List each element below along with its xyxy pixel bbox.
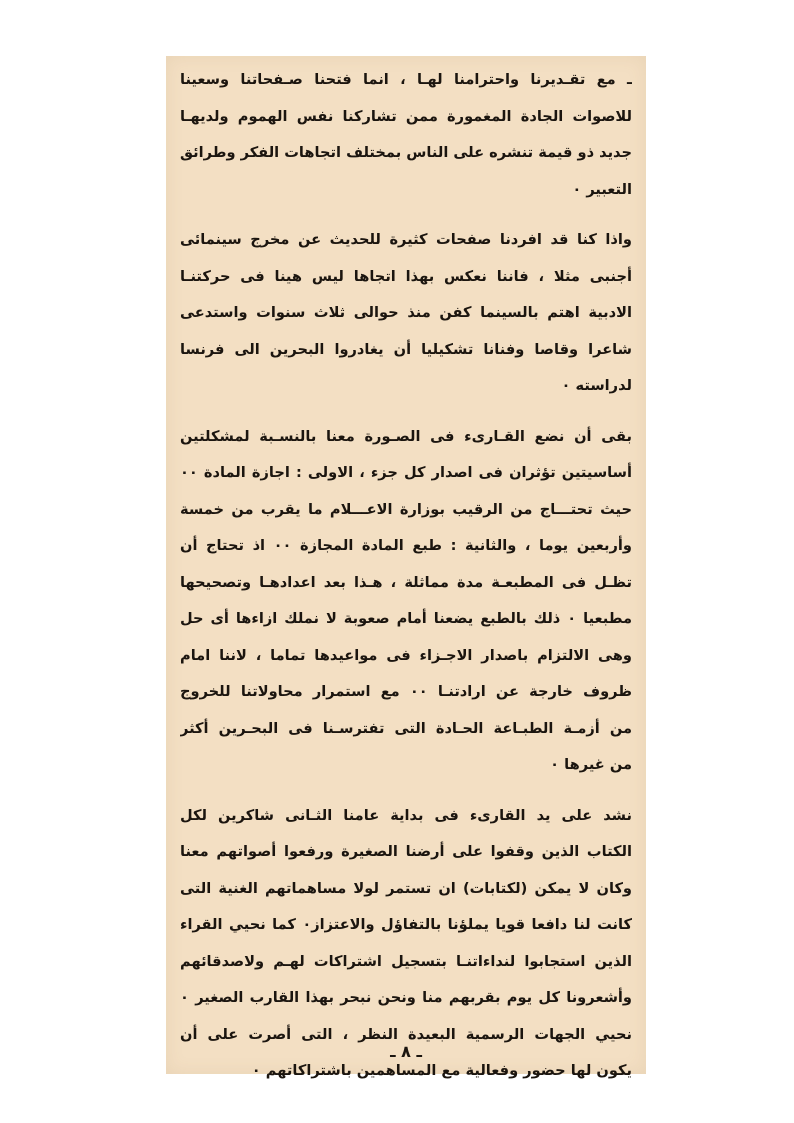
text-line: الذين استجابوا لنداءاتنـا بتسجيل اشتراكات لهـم ولاصدقائهم xyxy=(180,952,632,970)
article-text xyxy=(180,62,632,1090)
text-line: وكان لا يمكن (لكتابات) ان تستمر لولا مساهماتهم الغنية التى xyxy=(180,879,632,897)
text-line: للاصوات الجادة المغمورة ممن تشاركنا نفس الهموم ولديهـا xyxy=(180,107,632,125)
text-line: وهى الالتزام باصدار الاجـزاء فى مواعيدها تماما ، لاننا امام xyxy=(180,646,632,664)
page-number: ـ ٨ ـ xyxy=(390,1042,422,1061)
text-line: بقى أن نضع القـارىء فى الصـورة معنا بالنسـبة لمشكلتين xyxy=(180,427,632,445)
text-line: كانت لنا دافعا قويا يملؤنا بالتفاؤل والاعتزاز٠ كما نحيي القراء xyxy=(180,916,632,933)
text-line: التعبير ٠ xyxy=(572,180,632,198)
text-line: شاعرا وقاصا وفنانا تشكيليا أن يغادروا البحرين الى فرنسا xyxy=(180,340,632,358)
text-line: يكون لها حضور وفعالية مع المساهمين باشتراكاتهم ٠ xyxy=(251,1062,632,1079)
text-line: ظروف خارجة عن ارادتنـا ٠٠ مع استمرار محاولاتنا للخروج xyxy=(180,683,632,700)
text-line: وأربعين يوما ، والثانية : طبع المادة المجازة ٠٠ اذ تحتاج أن xyxy=(180,537,632,554)
text-line: الكتاب الذين وقفوا على أرضنا الصغيرة ورفعوا أصواتهم معنا xyxy=(180,843,632,860)
text-line: لدراسته ٠ xyxy=(561,377,632,394)
text-line: جديد ذو قيمة تنشره على الناس بمختلف اتجاهات الفكر وطرائق xyxy=(180,144,632,161)
text-line: نحيي الجهات الرسمية البعيدة النظر ، التى أصرت على أن xyxy=(180,1025,632,1043)
text-line: ـ مع تقـديرنا واحترامنا لهـا ، انما فتحنا صـفحاتنا وسعينا xyxy=(180,71,632,88)
text-line: أساسيتين تؤثران فى اصدار كل جزء ، الاولى : اجازة المادة ٠٠ xyxy=(180,464,632,481)
paragraph-2 xyxy=(180,222,632,405)
paragraph-3 xyxy=(180,419,632,784)
text-line: الادبية اهتم بالسينما كفن منذ حوالى ثلاث سنوات واستدعى xyxy=(180,304,632,321)
text-line: حيث تحتـــاج من الرقيب بوزارة الاعـــلام ما يقرب من خمسة xyxy=(180,500,632,518)
text-line: واذا كنا قد افردنا صفحات كثيرة للحديث عن مخرج سينمائى xyxy=(180,231,632,248)
text-line: أجنبى مثلا ، فاننا نعكس بهذا اتجاها ليس هينا فى حركتنـا xyxy=(180,267,632,285)
text-line: من أزمـة الطبـاعة الحـادة التى تفترسـنا فى البحـرين أكثر xyxy=(180,719,632,737)
scanned-page xyxy=(166,56,646,1079)
text-line: وأشعرونا كل يوم بقربهم منا ونحن نبحر بهذا القارب الصغير ٠ xyxy=(180,989,632,1006)
text-line: من غيرها ٠ xyxy=(550,756,632,773)
text-line: تظـل فى المطبعـة مدة مماثلة ، هـذا بعد اعدادهـا وتصحيحها xyxy=(180,573,632,591)
paragraph-1 xyxy=(180,62,632,208)
text-line: مطبعيا ٠ ذلك بالطبع يضعنا أمام صعوبة لا نملك ازاءها أى حل xyxy=(180,610,632,627)
text-line: نشد على يد القارىء فى بداية عامنا الثـانى شاكرين لكل xyxy=(180,806,632,824)
